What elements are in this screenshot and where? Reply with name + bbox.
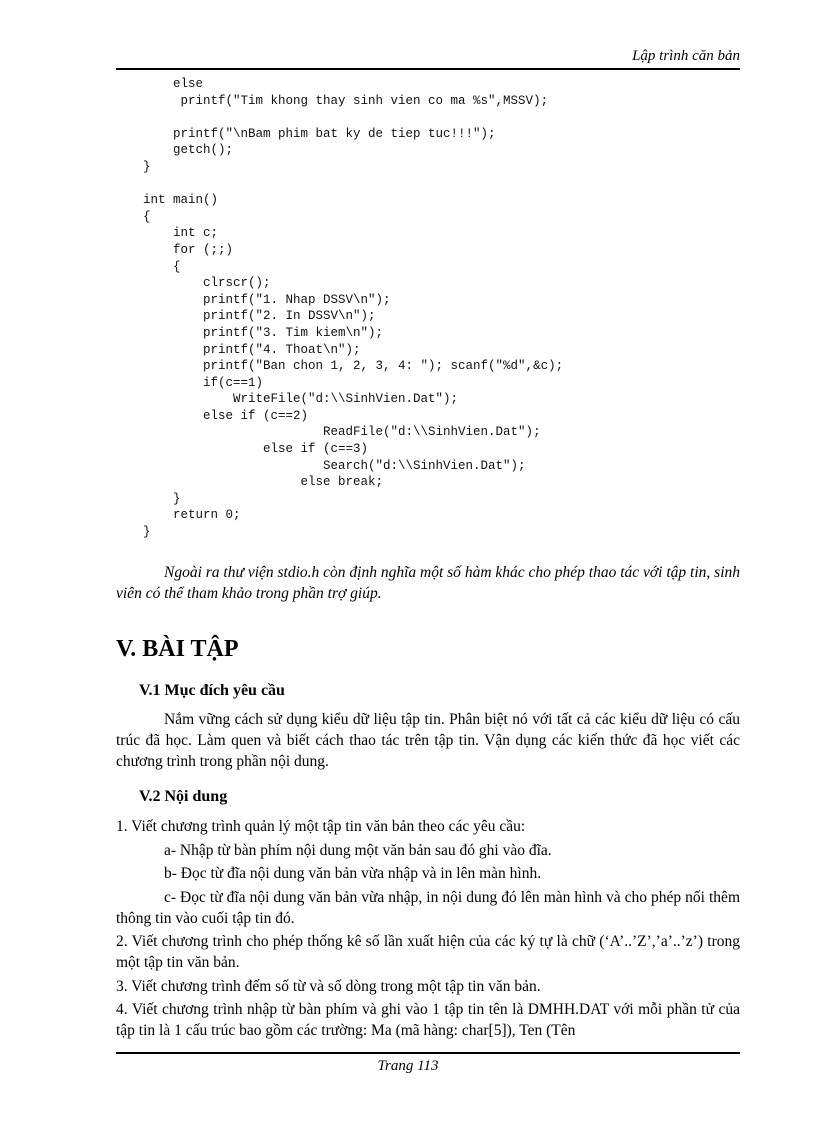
exercise-item-3: 3. Viết chương trình đếm số từ và số dòng trong một tập tin văn bản.: [116, 978, 541, 995]
exercise-item-1a: a- Nhập từ bàn phím nội dung một văn bản sau đó ghi vào đĩa.: [164, 842, 552, 859]
section-title: V. BÀI TẬP: [116, 636, 239, 662]
exercise-item-1b: b- Đọc từ đĩa nội dung văn bản vừa nhập và in lên màn hình.: [164, 865, 542, 882]
subsection-1-paragraph: Nắm vững cách sử dụng kiểu dữ liệu tập tin. Phân biệt nó với tất cả các kiểu dữ liệu có cấu trúc đã học. Làm quen và biết cách thao tác trên tập tin. Vận dụng các kiến thức đã học viết các chương trình trong phần nội dung.: [116, 711, 740, 770]
subsection-title-2: V.2 Nội dung: [139, 788, 228, 805]
subsection-title-1: V.1 Mục đích yêu cầu: [139, 682, 285, 699]
exercise-item-1c: c- Đọc từ đĩa nội dung văn bản vừa nhập, in nội dung đó lên màn hình và cho phép nối thêm thông tin vào cuối tập tin đó.: [116, 889, 740, 927]
note-paragraph: Ngoài ra thư viện stdio.h còn định nghĩa một số hàm khác cho phép thao tác với tập tin, sinh viên có thể tham khảo trong phần trợ giúp.: [116, 564, 740, 602]
header-title: Lập trình căn bản: [632, 48, 740, 64]
exercise-item-1: 1. Viết chương trình quản lý một tập tin văn bản theo các yêu cầu:: [116, 818, 526, 835]
code-block: else printf("Tim khong thay sinh vien co ma %s",MSSV); printf("\nBam phim bat ky de tiep tuc!!!"); getch(); } int main() { int c; for (;;) { clrscr(); printf("1. Nhap DSSV\n"); printf("2. In DSSV\n"); printf("3. Tim kiem\n"); printf("4. Thoat\n"); printf("Ban chon 1, 2, 3, 4: "); scanf("%d",&c); if(c==1) WriteFile("d:\\SinhVien.Dat"); else if (c==2) ReadFile("d:\\SinhVien.Dat"); else if (c==3) Search("d:\\SinhVien.Dat"); else break; } return 0; }: [143, 77, 564, 540]
page-number: Trang 113: [377, 1058, 439, 1074]
header-rule: [116, 68, 740, 70]
exercise-item-4: 4. Viết chương trình nhập từ bàn phím và ghi vào 1 tập tin tên là DMHH.DAT với mỗi phần tử của tập tin là 1 cấu trúc bao gồm các trường: Ma (mã hàng: char[5]), Ten (Tên: [116, 1001, 740, 1039]
exercise-item-2: 2. Viết chương trình cho phép thống kê số lần xuất hiện của các ký tự là chữ (‘A’..’Z’,’a’..’z’) trong một tập tin văn bản.: [116, 933, 740, 971]
footer-rule: [116, 1052, 740, 1054]
